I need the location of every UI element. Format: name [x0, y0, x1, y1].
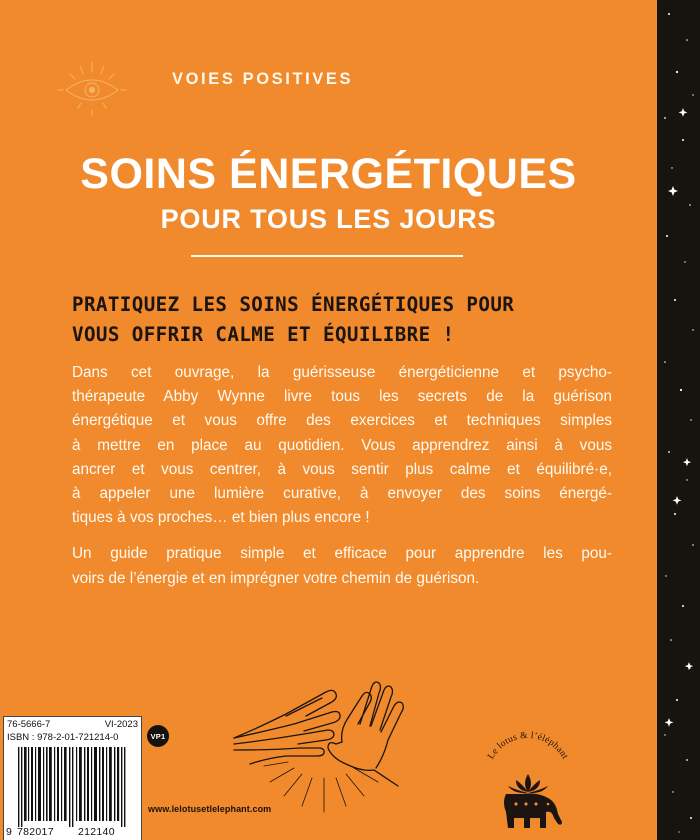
- barcode-digits-right: 212140: [78, 826, 115, 838]
- spine-starry: [657, 0, 700, 840]
- barcode-digits-left: 782017: [17, 826, 54, 838]
- blurb-paragraph-1: [72, 361, 612, 530]
- blurb-line: thérapeute Abby Wynne livre tous les secrets de la guérison: [72, 388, 612, 406]
- book-title: SOINS ÉNERGÉTIQUES: [80, 150, 577, 198]
- blurb-line: à appeler une lumière curative, à envoyer des soins énergé-: [72, 485, 612, 503]
- blurb: [72, 361, 612, 591]
- blurb-paragraph-2: [72, 542, 612, 590]
- edition-code: VI-2023: [104, 719, 138, 730]
- blurb-line: énergétique et vous offre des exercices et techniques simples: [72, 412, 612, 430]
- publisher-website[interactable]: www.lelotusetlelephant.com: [148, 804, 272, 814]
- stars-pattern: [657, 0, 700, 840]
- elephant-lotus-icon: [478, 728, 578, 838]
- blurb-line: ancrer et vous centrer, à vous sentir plus calme et équilibré·e,: [72, 460, 612, 478]
- series-name: VOIES POSITIVES: [172, 70, 354, 88]
- blurb-line: tiques à vos proches… et bien plus encore !: [72, 509, 370, 527]
- hands-icon: [228, 678, 428, 818]
- reference-number: 76-5666-7: [7, 719, 51, 730]
- isbn: ISBN : 978-2-01-721214-0: [7, 732, 119, 743]
- barcode-digit-first: 9: [6, 826, 13, 838]
- tagline-line: VOUS OFFRIR CALME ET ÉQUILIBRE !: [72, 323, 455, 346]
- tagline: [72, 290, 637, 350]
- tagline-line: PRATIQUEZ LES SOINS ÉNERGÉTIQUES POUR: [72, 293, 515, 316]
- barcode-label: [3, 716, 142, 840]
- publisher-logo-text: Le lotus & l’éléphant: [486, 730, 570, 762]
- title-divider: [191, 255, 463, 257]
- eye-sun-icon: [52, 58, 132, 118]
- blurb-line: Un guide pratique simple et efficace pour apprendre les pou-: [72, 545, 612, 563]
- barcode-icon: [10, 747, 136, 827]
- book-subtitle: POUR TOUS LES JOURS: [160, 204, 497, 234]
- blurb-line: à mettre en place au quotidien. Vous apprendrez ainsi à vous: [72, 436, 612, 454]
- blurb-line: voirs de l’énergie et en imprégner votre chemin de guérison.: [72, 569, 480, 587]
- series-badge: VP1: [147, 725, 169, 747]
- blurb-line: Dans cet ouvrage, la guérisseuse énergéticienne et psycho-: [72, 364, 612, 381]
- svg-text:Le lotus & l’éléphant: [486, 731, 569, 761]
